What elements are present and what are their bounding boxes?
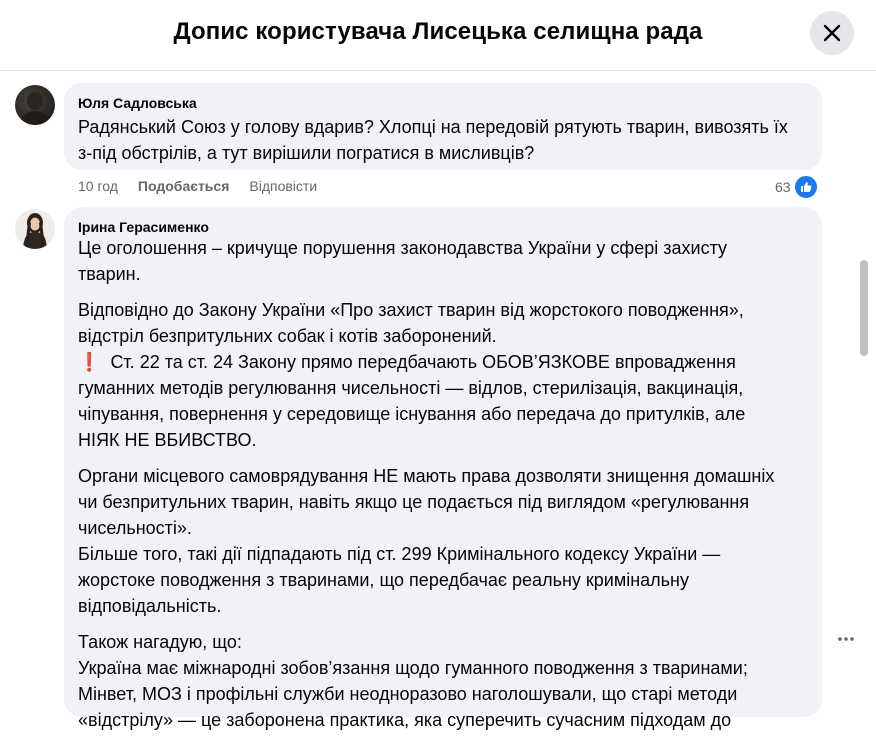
comment-time[interactable]: 10 год [78, 178, 118, 194]
comment-line: відповідальність. [78, 596, 222, 616]
comment-line: «відстрілу» — це заборонена практика, яка суперечить сучасним підходам до [78, 710, 732, 730]
comment-paragraph [78, 297, 818, 453]
reaction-count: 63 [775, 179, 791, 195]
comment-line: чи безпритульних тварин, навіть якщо це подається під виглядом «регулювання [78, 492, 750, 512]
more-options-icon [837, 636, 855, 642]
comment-text [78, 114, 818, 166]
comment-text [78, 235, 818, 743]
comment-line [78, 349, 818, 375]
comment-line: тварин. [78, 264, 141, 284]
comment-line: Україна має міжнародні зобов’язання щодо гуманного поводження з тваринами; [78, 658, 748, 678]
comment-line: гуманних методів регулювання чисельності — відлов, стерилізація, вакцинація, [78, 378, 744, 398]
reply-button[interactable]: Відповісти [249, 178, 318, 194]
comment-line: жорстоке поводження з тваринами, що передбачає реальну кримінальну [78, 570, 689, 590]
close-button[interactable] [810, 11, 854, 55]
comment-paragraph [78, 629, 818, 733]
exclamation-icon: ❗ [78, 352, 101, 372]
comment-line: Органи місцевого самоврядування НЕ мають права дозволяти знищення домашніх [78, 466, 775, 486]
comment-line: чисельності». [78, 518, 192, 538]
comment-line: Відповідно до Закону України «Про захист тварин від жорстокого поводження», [78, 300, 744, 320]
more-options-button[interactable] [835, 628, 857, 650]
comment-line: Мінвет, МОЗ і профільні служби неодноразово наголошували, що старі методи [78, 684, 738, 704]
comment-paragraph [78, 463, 818, 619]
comment-bubble [64, 83, 822, 170]
comment-author[interactable]: Юля Садловська [78, 95, 197, 111]
avatar-photo [15, 85, 55, 125]
comment-paragraph [78, 235, 818, 287]
comment-line: чіпування, повернення у середовище існування або передача до притулків, але [78, 404, 746, 424]
comment-line: Також нагадую, що: [78, 632, 242, 652]
close-icon [822, 23, 842, 43]
scrollbar-thumb[interactable] [860, 260, 868, 356]
reaction-summary[interactable] [775, 175, 818, 199]
comment-line: відстріл безпритульних собак і котів заборонений. [78, 326, 497, 346]
dialog-title: Допис користувача Лисецька селищна рада [173, 18, 703, 45]
avatar-photo [15, 209, 55, 249]
comment-line: Радянський Союз у голову вдарив? Хлопці на передовій рятують тварин, вивозять їх [78, 117, 788, 137]
like-button[interactable]: Подобається [137, 178, 230, 194]
avatar[interactable] [15, 85, 55, 125]
comment-line: НІЯК НЕ ВБИВСТВО. [78, 430, 257, 450]
comment-line: Більше того, такі дії підпадають під ст. 299 Кримінального кодексу України — [78, 544, 721, 564]
dialog-header [0, 0, 876, 71]
comment-bubble [64, 207, 822, 730]
comment-actions [78, 178, 337, 194]
comment-line: Це оголошення – кричуще порушення законодавства України у сфері захисту [78, 238, 728, 258]
comment-line-text: Ст. 22 та ст. 24 Закону прямо передбачають ОБОВ’ЯЗКОВЕ впровадження [110, 352, 736, 372]
like-icon [794, 175, 818, 199]
comment-line: з-під обстрілів, а тут вирішили погратися в мисливців? [78, 143, 535, 163]
avatar[interactable] [15, 209, 55, 249]
comment-author[interactable]: Ірина Герасименко [78, 219, 209, 235]
